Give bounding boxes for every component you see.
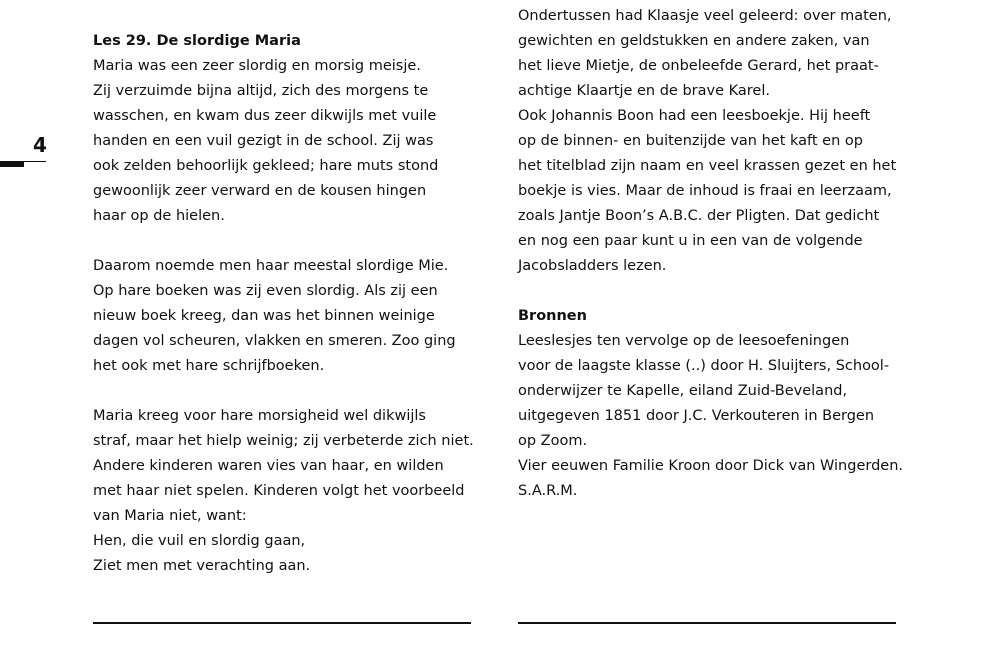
source-line: Vier eeuwen Familie Kroon door Dick van Wingerden. — [518, 458, 904, 474]
text-line: boekje is vies. Maar de inhoud is fraai en leerzaam, — [518, 183, 892, 199]
text-line: haar op de hielen. — [93, 208, 225, 224]
text-line: Maria was een zeer slordig en morsig meisje. — [93, 58, 421, 74]
text-line: op de binnen- en buitenzijde van het kaft en op — [518, 133, 863, 149]
margin-rule — [24, 161, 46, 162]
source-line: onderwijzer te Kapelle, eiland Zuid-Beveland, — [518, 383, 848, 399]
source-line: uitgegeven 1851 door J.C. Verkouteren in Bergen — [518, 408, 875, 424]
source-line: Leeslesjes ten vervolge op de leesoefeningen — [518, 333, 850, 349]
source-line: op Zoom. — [518, 433, 588, 449]
margin-tab-marker — [0, 161, 24, 167]
left-column — [93, 29, 493, 579]
text-line: van Maria niet, want: — [93, 508, 247, 524]
source-line: S.A.R.M. — [518, 483, 578, 499]
poem-line: Ziet men met verachting aan. — [93, 558, 311, 574]
text-line: het titelblad zijn naam en veel krassen gezet en het — [518, 158, 897, 174]
text-line: gewoonlijk zeer verward en de kousen hingen — [93, 183, 427, 199]
text-line: Ook Johannis Boon had een leesboekje. Hij heeft — [518, 108, 871, 124]
text-line: achtige Klaartje en de brave Karel. — [518, 83, 770, 99]
source-line: voor de laagste klasse (..) door H. Sluijters, School- — [518, 358, 890, 374]
text-line: ook zelden behoorlijk gekleed; hare muts stond — [93, 158, 439, 174]
right-column — [518, 4, 918, 504]
text-line: nieuw boek kreeg, dan was het binnen weinige — [93, 308, 435, 324]
right-footer-rule — [518, 622, 896, 624]
text-line: Op hare boeken was zij even slordig. Als zij een — [93, 283, 438, 299]
paragraph-gap — [518, 279, 918, 304]
text-line: met haar niet spelen. Kinderen volgt het voorbeeld — [93, 483, 465, 499]
text-line: dagen vol scheuren, vlakken en smeren. Zoo ging — [93, 333, 456, 349]
text-line: straf, maar het hielp weinig; zij verbeterde zich niet. — [93, 433, 474, 449]
text-line: Maria kreeg voor hare morsigheid wel dikwijls — [93, 408, 426, 424]
text-line: handen en een vuil gezigt in de school. Zij was — [93, 133, 434, 149]
text-line: het lieve Mietje, de onbeleefde Gerard, het praat- — [518, 58, 879, 74]
text-line: het ook met hare schrijfboeken. — [93, 358, 325, 374]
text-line: Ondertussen had Klaasje veel geleerd: over maten, — [518, 8, 892, 24]
left-footer-rule — [93, 622, 471, 624]
text-line: Andere kinderen waren vies van haar, en wilden — [93, 458, 444, 474]
text-line: gewichten en geldstukken en andere zaken, van — [518, 33, 870, 49]
text-line: en nog een paar kunt u in een van de volgende — [518, 233, 863, 249]
text-line: wasschen, en kwam dus zeer dikwijls met vuile — [93, 108, 437, 124]
paragraph-gap — [93, 379, 493, 404]
text-line: Zij verzuimde bijna altijd, zich des morgens te — [93, 83, 429, 99]
page-number: 4 — [33, 133, 47, 157]
text-line: Jacobsladders lezen. — [518, 258, 667, 274]
sources-heading: Bronnen — [518, 308, 587, 324]
text-line: Daarom noemde men haar meestal slordige Mie. — [93, 258, 449, 274]
poem-line: Hen, die vuil en slordig gaan, — [93, 533, 306, 549]
lesson-heading: Les 29. De slordige Maria — [93, 33, 301, 49]
text-line: zoals Jantje Boon’s A.B.C. der Pligten. Dat gedicht — [518, 208, 880, 224]
paragraph-gap — [93, 229, 493, 254]
